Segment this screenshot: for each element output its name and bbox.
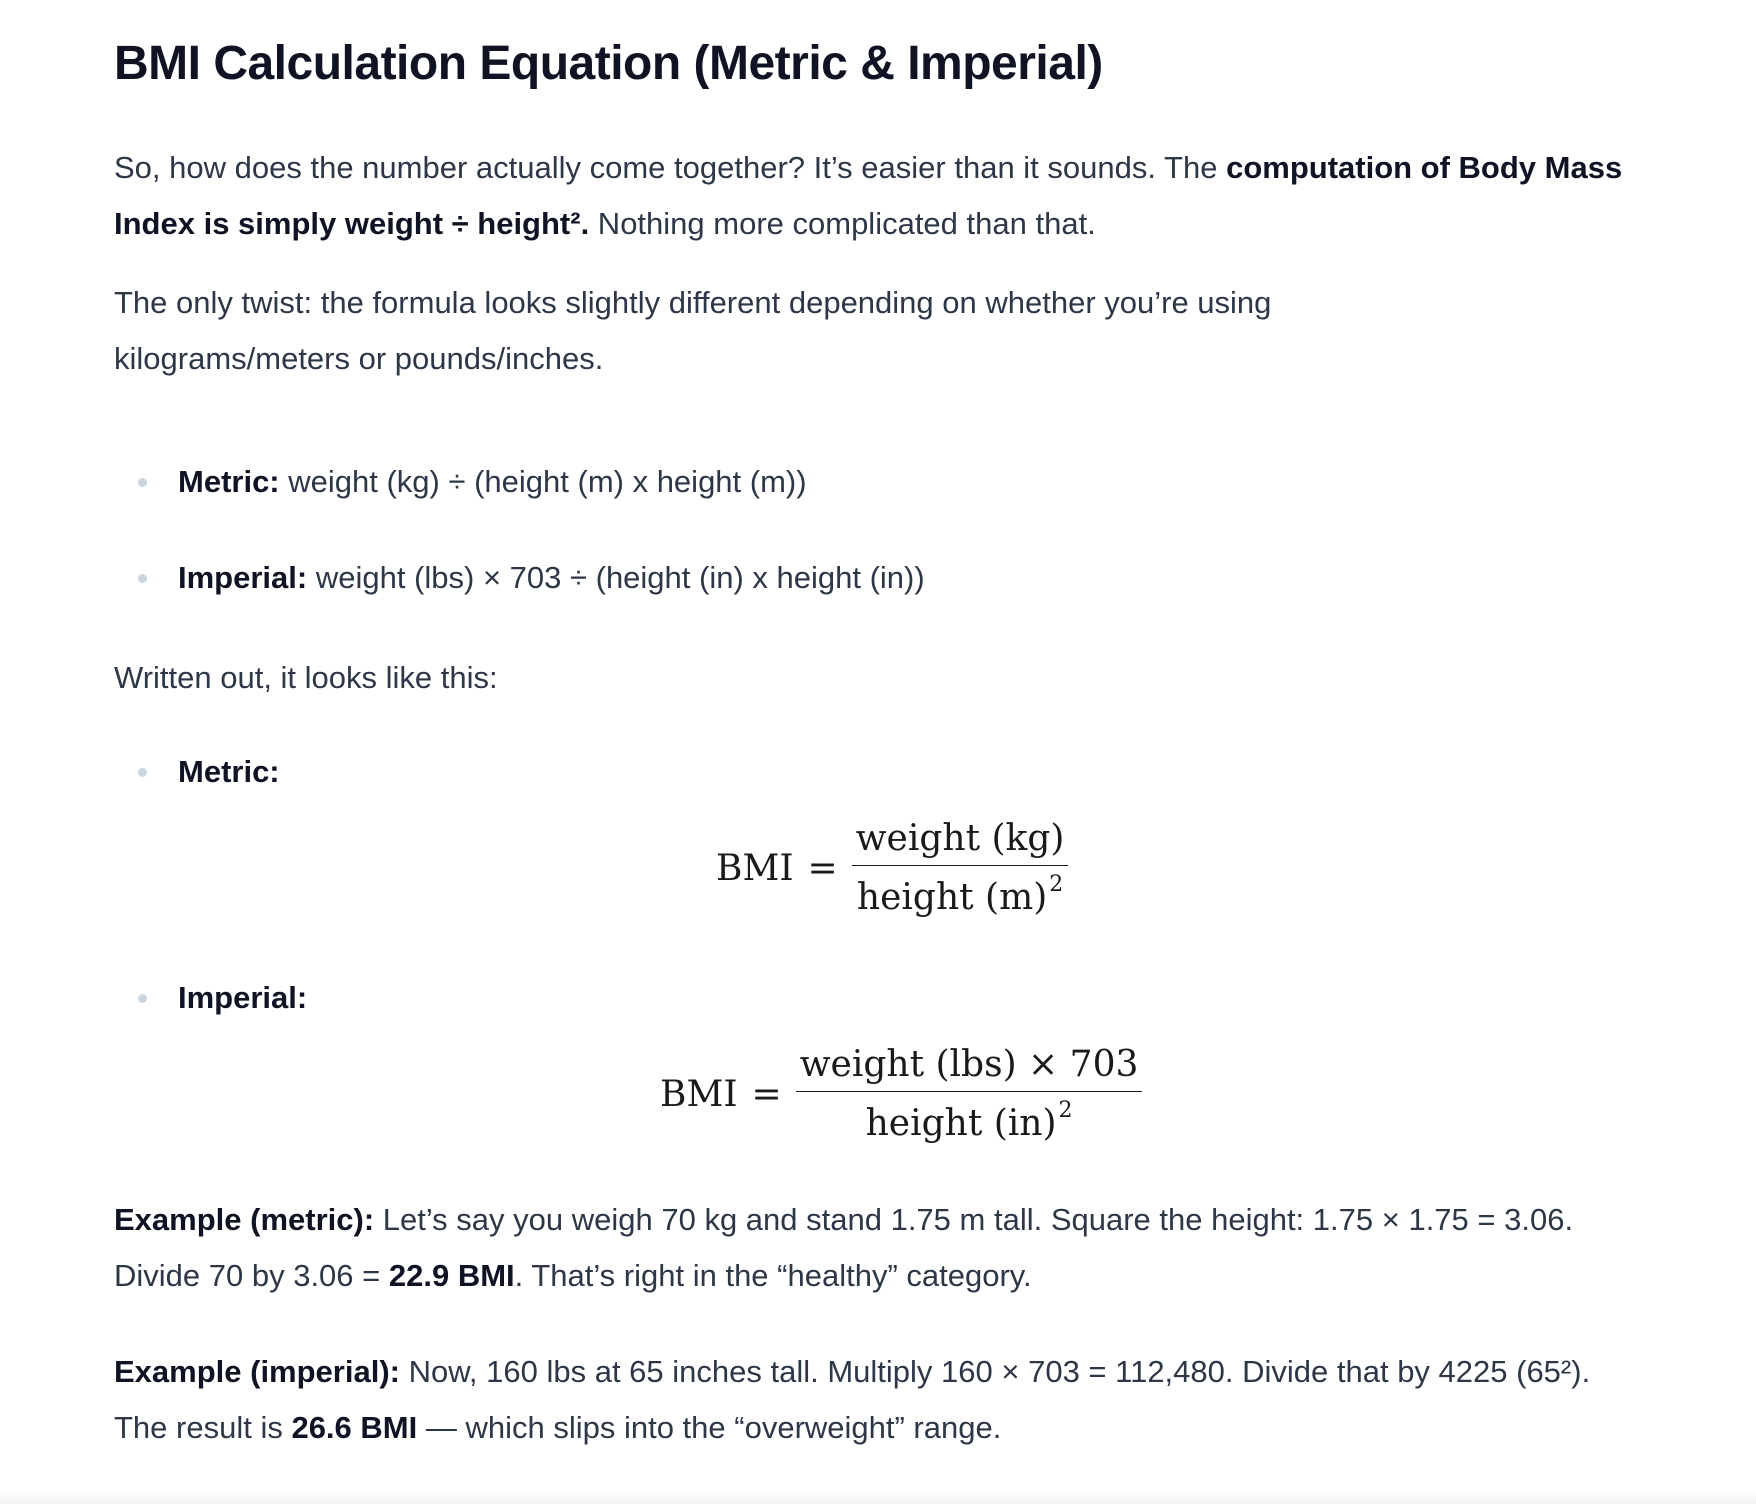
imperial-formula-text: weight (lbs) × 703 ÷ (height (in) x height (in)): [307, 560, 925, 595]
written-out-paragraph: Written out, it looks like this:: [114, 660, 498, 695]
numerator: weight (lbs) × 703: [796, 1044, 1143, 1092]
example-imperial-label: Example (imperial):: [114, 1354, 400, 1389]
denominator: height (m): [856, 877, 1048, 918]
metric-equation: [716, 818, 1068, 918]
intro-text-end: Nothing more complicated than that.: [589, 206, 1096, 241]
example-metric-paragraph: [114, 1192, 1624, 1304]
imperial-label: Imperial:: [178, 560, 308, 595]
list-item-metric-equation: [138, 752, 280, 792]
intro-text: So, how does the number actually come together? It’s easier than it sounds. The: [114, 150, 1227, 185]
example-imperial-text-end: — which slips into the “overweight” range.: [417, 1410, 1002, 1445]
denominator-wrap: [862, 1092, 1077, 1144]
example-metric-result: 22.9 BMI: [388, 1258, 515, 1293]
bottom-fade: [0, 1490, 1756, 1504]
metric-label: Metric:: [178, 464, 280, 499]
example-metric-text: Let’s say you weigh 70 kg and stand 1.75 m tall. Square the height: 1.75 × 1.75 = 3.06. Divide 70 by 3.06 =: [114, 1202, 1574, 1293]
example-metric-text-end: . That’s right in the “healthy” category.: [514, 1258, 1032, 1293]
imperial-equation: [660, 1044, 1142, 1144]
example-imperial-text: Now, 160 lbs at 65 inches tall. Multiply 160 × 703 = 112,480. Divide that by 4225 (65²). The result is: [114, 1354, 1591, 1445]
example-imperial-result: 26.6 BMI: [291, 1410, 418, 1445]
bullet-dot: [138, 994, 147, 1003]
metric-formula-text: weight (kg) ÷ (height (m) x height (m)): [279, 464, 807, 499]
metric-equation-label: Metric:: [178, 754, 280, 789]
bullet-dot: [138, 574, 147, 583]
list-item-imperial-equation: [138, 978, 307, 1018]
equals-sign: =: [751, 1073, 782, 1115]
article-heading: BMI Calculation Equation (Metric & Imperial): [114, 37, 1103, 90]
fraction: [852, 818, 1069, 918]
example-metric-label: Example (metric):: [114, 1202, 375, 1237]
equals-sign: =: [807, 847, 838, 889]
imperial-equation-label: Imperial:: [178, 980, 308, 1015]
denominator: height (in): [865, 1103, 1057, 1144]
bullet-dot: [138, 478, 147, 487]
equation-lhs: BMI: [716, 847, 794, 889]
example-imperial-paragraph: [114, 1344, 1624, 1456]
list-item-metric-formula: [138, 462, 807, 502]
denominator-wrap: [853, 866, 1067, 918]
exponent: 2: [1058, 1098, 1073, 1123]
twist-paragraph: The only twist: the formula looks slightly different depending on whether you’re using kilograms/meters or pounds/inches.: [114, 285, 1272, 376]
fraction: [796, 1044, 1143, 1144]
bullet-dot: [138, 768, 147, 777]
intro-paragraph: [114, 140, 1624, 252]
exponent: 2: [1049, 872, 1064, 897]
equation-lhs: BMI: [660, 1073, 738, 1115]
list-item-imperial-formula: [138, 558, 925, 598]
intro-bold-text: computation of Body Mass Index is simply weight ÷ height².: [114, 150, 1623, 241]
numerator: weight (kg): [852, 818, 1069, 866]
